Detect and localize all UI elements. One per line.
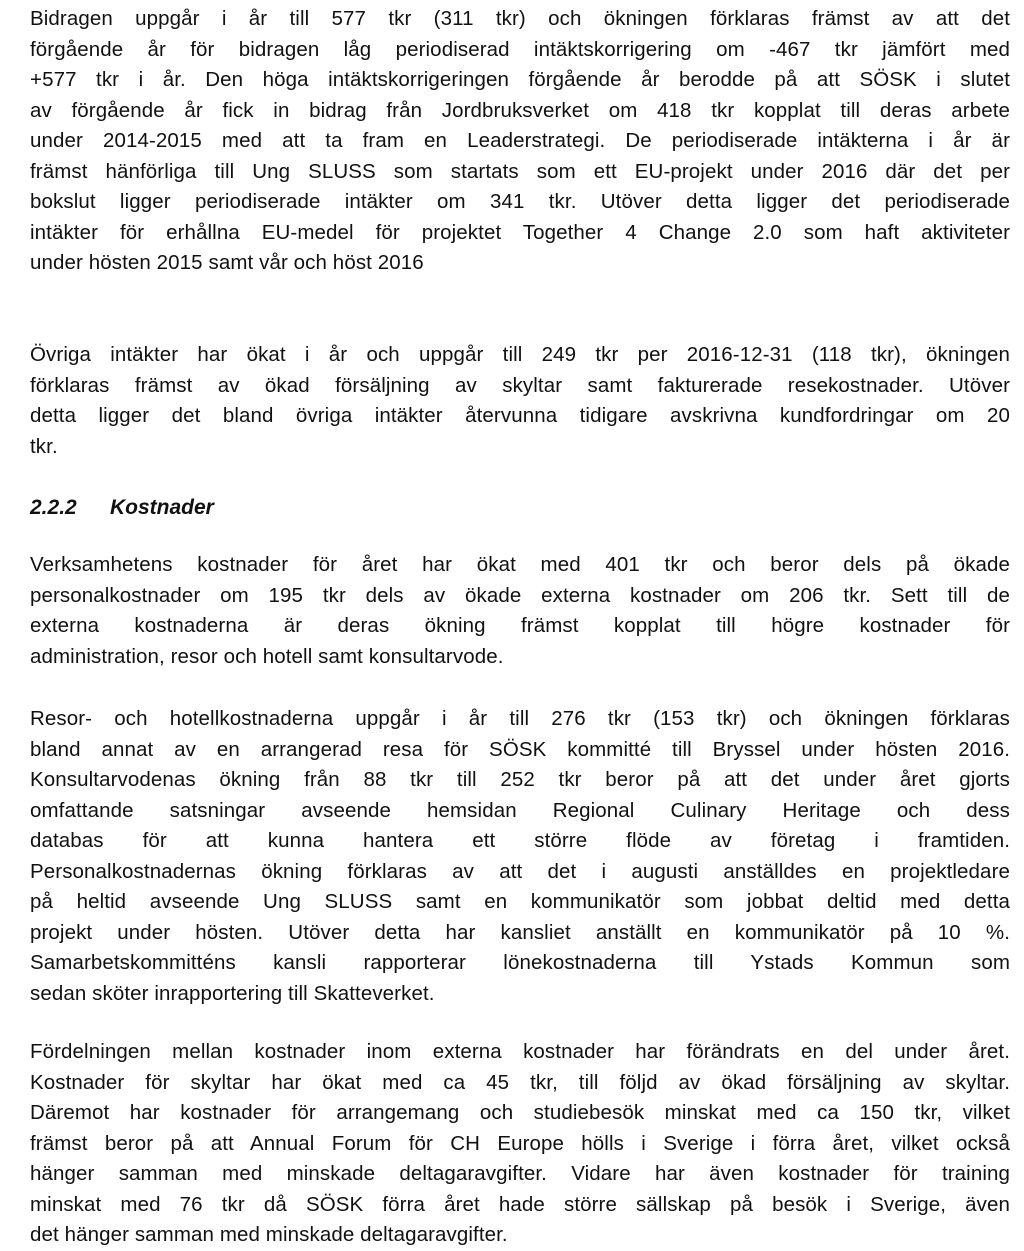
text-line: tkr. [30,434,58,458]
text-line: bland annat av en arrangerad resa för SÖSK kommitté till Bryssel under hösten 2016. [30,737,1010,761]
text-line: förgående år för bidragen låg periodiserad intäktskorrigering om -467 tkr jämfört med [30,37,1010,61]
text-line: Övriga intäkter har ökat i år och uppgår till 249 tkr per 2016-12-31 (118 tkr), ökningen [30,343,1010,366]
text-line: Bidragen uppgår i år till 577 tkr (311 tkr) och ökningen förklaras främst av att det [30,7,1010,30]
text-line: Samarbetskommitténs kansli rapporterar lönekostnaderna till Ystads Kommun som [30,951,1010,974]
text-line: Personalkostnadernas ökning förklaras av att det i augusti anställdes en projektledare [30,859,1010,883]
section-title: Kostnader [110,496,214,519]
text-line: det hänger samman med minskade deltagaravgifter. [30,1223,508,1246]
text-line: sedan sköter inrapportering till Skatteverket. [30,981,435,1005]
text-line: databas för att kunna hantera ett större flöde av företag i framtiden. [30,829,1010,852]
text-line: på heltid avseende Ung SLUSS samt en kommunikatör som jobbat deltid med detta [30,890,1010,913]
text-line: under 2014-2015 med att ta fram en Leaderstrategi. De periodiserade intäkterna i år är [30,129,1010,152]
text-line: främst beror på att Annual Forum för CH Europe hölls i Sverige i förra året, vilket också [30,1131,1010,1155]
paragraph-fordelningen [30,1037,1010,1251]
text-line: detta ligger det bland övriga intäkter återvunna tidigare avskrivna kundfordringar om 20 [30,404,1010,427]
paragraph-verksamhetens-kostnader [30,550,1010,672]
text-line: projekt under hösten. Utöver detta har kansliet anställt en kommunikatör på 10 %. [30,920,1010,944]
text-line: av förgående år fick in bidrag från Jordbruksverket om 418 tkr kopplat till deras arbete [30,98,1010,122]
text-line: Fördelningen mellan kostnader inom externa kostnader har förändrats en del under året. [30,1040,1010,1063]
text-line: +577 tkr i år. Den höga intäktskorrigeringen förgående år berodde på att SÖSK i slutet [30,68,1010,91]
section-number: 2.2.2 [30,496,77,519]
paragraph-resor-hotell [30,704,1010,1009]
text-line: Resor- och hotellkostnaderna uppgår i år till 276 tkr (153 tkr) och ökningen förklaras [30,707,1010,730]
text-line: främst hänförliga till Ung SLUSS som startats som ett EU-projekt under 2016 där det per [30,159,1010,183]
text-line: minskat med 76 tkr då SÖSK förra året hade större sällskap på besök i Sverige, även [30,1192,1010,1216]
text-line: personalkostnader om 195 tkr dels av ökade externa kostnader om 206 tkr. Sett till de [30,583,1010,607]
text-line: under hösten 2015 samt vår och höst 2016 [30,251,424,274]
text-line: omfattande satsningar avseende hemsidan Regional Culinary Heritage och dess [30,798,1010,822]
text-line: Konsultarvodenas ökning från 88 tkr till 252 tkr beror på att det under året gjorts [30,768,1010,791]
section-heading [30,493,214,523]
text-line: Verksamhetens kostnader för året har ökat med 401 tkr och beror dels på ökade [30,553,1010,576]
text-line: hänger samman med minskade deltagaravgifter. Vidare har även kostnader för training [30,1162,1010,1185]
paragraph-ovriga-intakter [30,340,1010,462]
text-line: bokslut ligger periodiserade intäkter om 341 tkr. Utöver detta ligger det periodiserade [30,190,1010,213]
text-line: externa kostnaderna är deras ökning främst kopplat till högre kostnader för [30,614,1010,637]
text-line: intäkter för erhållna EU-medel för projektet Together 4 Change 2.0 som haft aktiviteter [30,220,1010,244]
paragraph-bidragen [30,4,1010,279]
text-line: Kostnader för skyltar har ökat med ca 45 tkr, till följd av ökad försäljning av skyltar. [30,1070,1010,1094]
text-line: Däremot har kostnader för arrangemang och studiebesök minskat med ca 150 tkr, vilket [30,1101,1010,1124]
text-line: förklaras främst av ökad försäljning av skyltar samt fakturerade resekostnader. Utöver [30,373,1010,397]
text-line: administration, resor och hotell samt konsultarvode. [30,644,504,668]
